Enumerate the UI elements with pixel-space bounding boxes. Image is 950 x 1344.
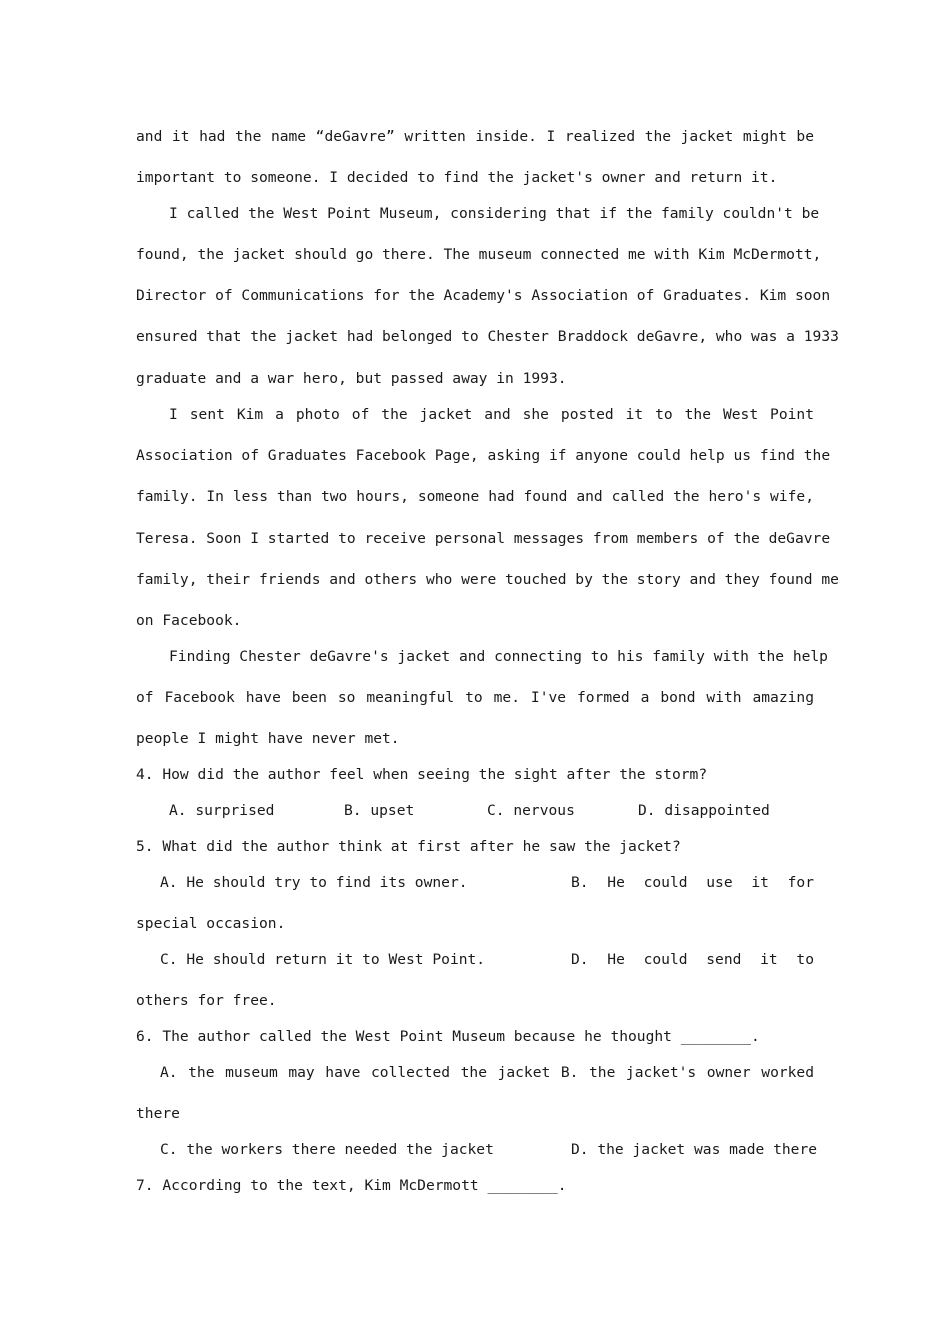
option-a: A. He should try to find its owner. [160,874,468,891]
option-c: C. the workers there needed the jacket [160,1141,494,1158]
option-d: D. disappointed [638,802,770,819]
paragraph-line: ensured that the jacket had belonged to Chester Braddock deGavre, who was a 1933 [136,328,839,345]
option-a: A. surprised [169,802,275,819]
paragraph-line: of Facebook have been so meaningful to me. I've formed a bond with amazing [136,689,814,706]
option-c: C. He should return it to West Point. [160,951,486,968]
question-stem: 7. According to the text, Kim McDermott ________. [136,1177,567,1194]
paragraph-line: found, the jacket should go there. The museum connected me with Kim McDermott, [136,246,822,263]
option-a-b: A. the museum may have collected the jacket B. the jacket's owner worked [160,1064,814,1081]
paragraph-line: family. In less than two hours, someone had found and called the hero's wife, [136,488,814,505]
paragraph-line: people I might have never met. [136,730,400,747]
paragraph-line: I sent Kim a photo of the jacket and she posted it to the West Point [169,406,814,423]
option-c: C. nervous [487,802,575,819]
paragraph-line: Finding Chester deGavre's jacket and connecting to his family with the help [169,648,828,665]
paragraph-line: family, their friends and others who were touched by the story and they found me [136,571,839,588]
option-b-continued: there [136,1105,180,1122]
option-d: D. the jacket was made there [571,1141,818,1158]
paragraph-line: I called the West Point Museum, considering that if the family couldn't be [169,205,820,222]
option-b: B. upset [344,802,415,819]
paragraph-line: on Facebook. [136,612,242,629]
option-b-continued: special occasion. [136,915,286,932]
option-d-continued: others for free. [136,992,277,1009]
question-stem: 5. What did the author think at first after he saw the jacket? [136,838,681,855]
option-d: D. He could send it to [571,951,814,968]
paragraph-line: important to someone. I decided to find the jacket's owner and return it. [136,169,778,186]
option-b: B. He could use it for [571,874,814,891]
question-stem: 4. How did the author feel when seeing the sight after the storm? [136,766,708,783]
paragraph-line: and it had the name “deGavre” written inside. I realized the jacket might be [136,128,814,145]
paragraph-line: Teresa. Soon I started to receive personal messages from members of the deGavre [136,530,831,547]
paragraph-line: Director of Communications for the Academy's Association of Graduates. Kim soon [136,287,831,304]
question-stem: 6. The author called the West Point Museum because he thought ________. [136,1028,760,1045]
paragraph-line: graduate and a war hero, but passed away in 1993. [136,370,567,387]
paragraph-line: Association of Graduates Facebook Page, asking if anyone could help us find the [136,447,831,464]
